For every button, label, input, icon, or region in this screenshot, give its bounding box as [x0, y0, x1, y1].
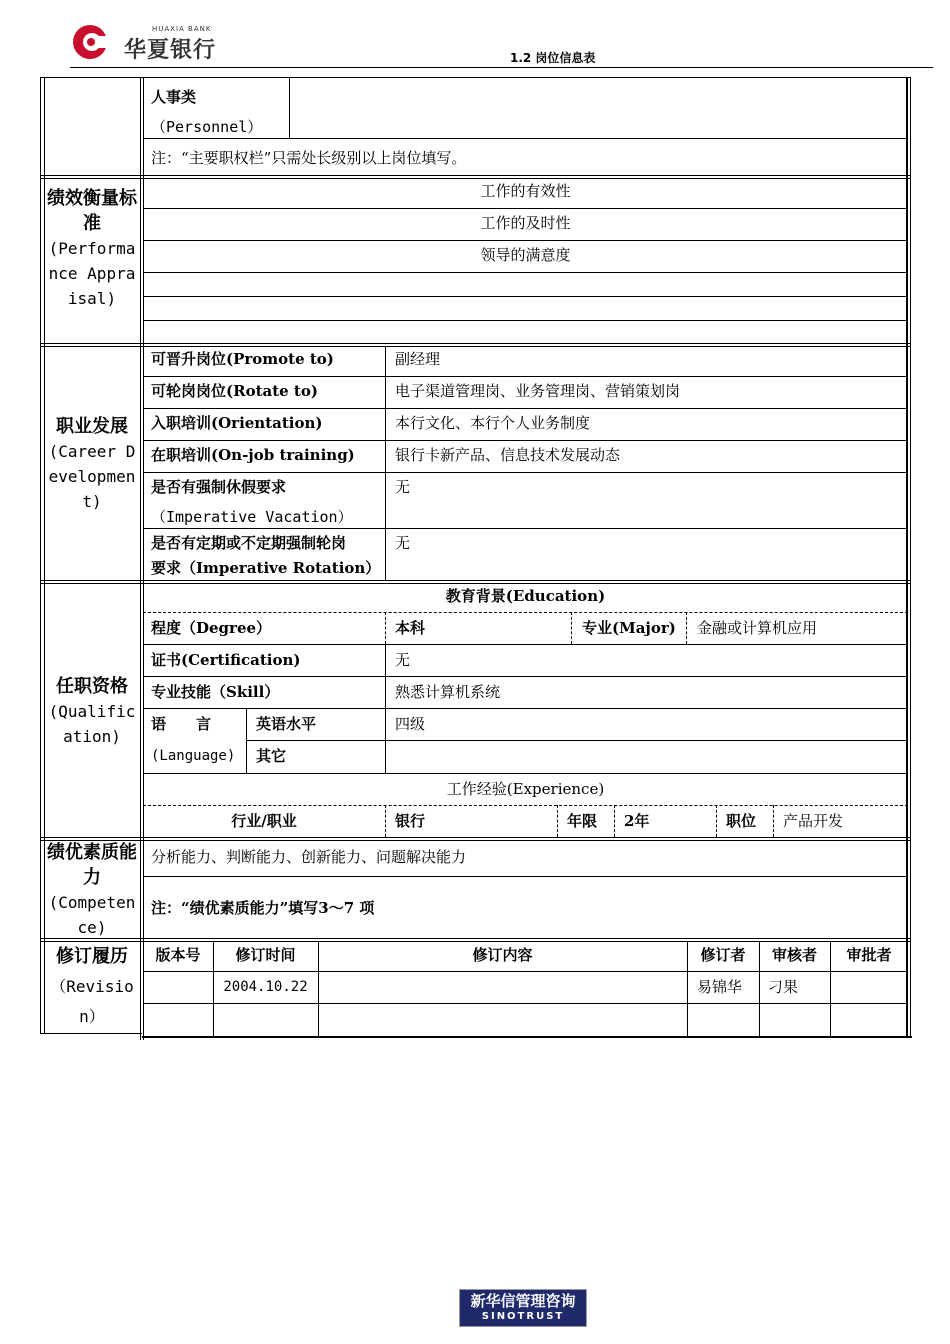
competence-title-cn: 绩优素质能力 [47, 842, 137, 888]
revision-cell: 刁果 [768, 978, 799, 996]
career-row-value: 本行文化、本行个人业务制度 [395, 414, 591, 432]
revision-title-en: （Revision） [50, 977, 134, 1026]
doc-section-title: 1.2 岗位信息表 [510, 51, 596, 65]
bank-name-en: HUAXIA BANK [152, 25, 212, 33]
career-row-label: 可轮岗岗位(Rotate to) [151, 382, 318, 400]
career-title-cn: 职业发展 [56, 416, 128, 437]
career-row-label: 可晋升岗位(Promote to) [151, 350, 334, 368]
other-language-label: 其它 [256, 747, 287, 765]
performance-item: 领导的满意度 [480, 246, 571, 264]
performance-item: 工作的有效性 [480, 182, 571, 200]
position-label: 职位 [726, 812, 757, 830]
certification-value: 无 [395, 651, 411, 669]
bank-name-cn: 华夏银行 [124, 38, 217, 63]
revision-section-title [46, 942, 138, 1032]
career-row-value: 银行卡新产品、信息技术发展动态 [395, 446, 621, 464]
revision-header-reviewer: 审核者 [771, 946, 817, 964]
career-title-en: (Career Development) [48, 442, 136, 511]
personnel-label-en: （Personnel） [151, 118, 263, 136]
years-value: 2年 [624, 812, 650, 830]
revision-header-version: 版本号 [155, 946, 201, 964]
career-row-label: 是否有定期或不定期强制轮岗 [151, 534, 347, 552]
career-row-label: 在职培训(On-job training) [151, 446, 355, 464]
career-row-label-2: 要求（Imperative Rotation） [151, 559, 381, 577]
sinotrust-logo [459, 1289, 587, 1327]
career-row-label: 是否有强制休假要求 [151, 478, 287, 496]
performance-title-en: (Performance Appraisal) [48, 239, 136, 308]
header-rule [70, 67, 933, 68]
competence-value: 分析能力、判断能力、创新能力、问题解决能力 [151, 848, 467, 866]
performance-section-title [46, 186, 138, 311]
sinotrust-logo-cn: 新华信管理咨询 [470, 1292, 576, 1310]
competence-title-en: (Competence) [48, 893, 136, 937]
performance-title-cn: 绩效衡量标准 [47, 188, 137, 234]
performance-item: 工作的及时性 [480, 214, 571, 232]
industry-label: 行业/职业 [231, 812, 297, 830]
degree-value: 本科 [395, 619, 426, 637]
personnel-label-cn: 人事类 [151, 88, 197, 106]
industry-value: 银行 [395, 812, 426, 830]
major-value: 金融或计算机应用 [697, 619, 818, 637]
revision-header-approver: 审批者 [846, 946, 892, 964]
skill-value: 熟悉计算机系统 [395, 683, 501, 701]
career-row-value: 电子渠道管理岗、业务管理岗、营销策划岗 [395, 382, 681, 400]
career-section-title [46, 414, 138, 514]
competence-note: 注：“绩优素质能力”填写3～7 项 [151, 899, 375, 917]
revision-header-reviser: 修订者 [700, 946, 746, 964]
career-row-value: 无 [395, 534, 411, 552]
position-value: 产品开发 [783, 812, 844, 830]
competence-section-title [46, 840, 138, 940]
bank-logo [70, 22, 240, 62]
personnel-note: 注：“主要职权栏”只需处长级别以上岗位填写。 [151, 149, 467, 167]
revision-title-cn: 修订履历 [56, 946, 128, 967]
career-row-label: 入职培训(Orientation) [151, 414, 323, 432]
major-label: 专业(Major) [582, 619, 676, 637]
qualification-section-title [46, 674, 138, 749]
qualification-title-cn: 任职资格 [56, 676, 128, 697]
english-level-value: 四级 [395, 715, 426, 733]
career-row-value: 副经理 [395, 350, 441, 368]
career-row-label-2: （Imperative Vacation） [151, 508, 353, 526]
revision-header-content: 修订内容 [472, 946, 533, 964]
certification-label: 证书(Certification) [151, 651, 301, 669]
experience-header: 工作经验(Experience) [446, 780, 605, 798]
skill-label: 专业技能（Skill） [151, 683, 280, 701]
years-label: 年限 [567, 812, 598, 830]
degree-label: 程度（Degree） [151, 619, 272, 637]
revision-cell: 2004.10.22 [223, 979, 308, 995]
qualification-title-en: (Qualification) [48, 702, 136, 746]
language-label-en: (Language) [151, 748, 236, 764]
revision-header-date: 修订时间 [235, 946, 296, 964]
sinotrust-logo-en: SINOTRUST [481, 1311, 565, 1322]
education-header: 教育背景(Education) [445, 587, 606, 605]
bank-logo-icon [70, 22, 114, 62]
revision-cell: 易锦华 [697, 978, 743, 996]
career-row-value: 无 [395, 478, 411, 496]
english-level-label: 英语水平 [256, 715, 317, 733]
language-label: 语 言 [151, 715, 212, 733]
